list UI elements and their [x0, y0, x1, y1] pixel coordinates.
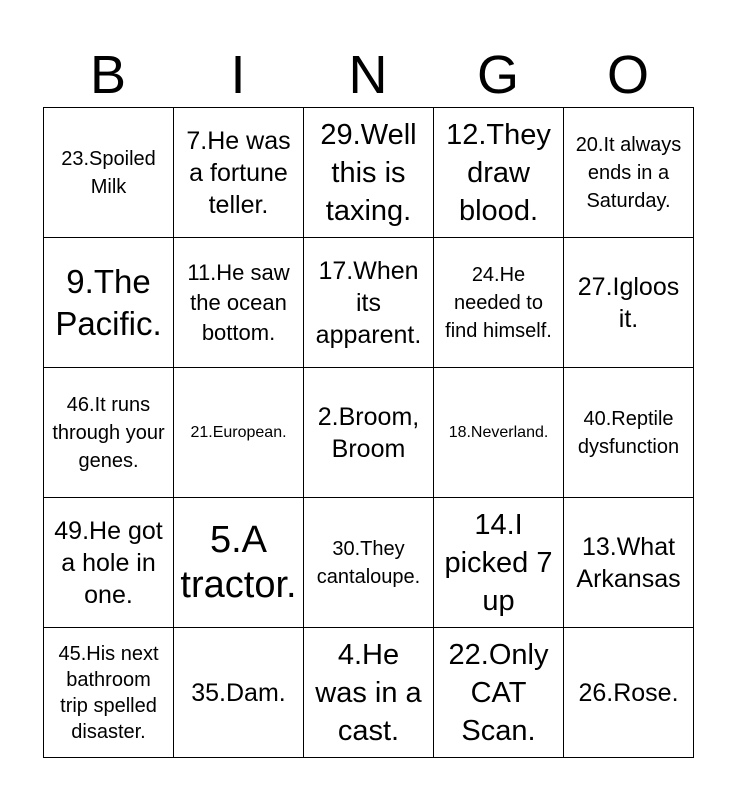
bingo-cell[interactable]	[434, 108, 564, 238]
cell-text: 5.A tractor.	[180, 518, 297, 606]
header-letter-o: O	[606, 45, 649, 105]
board-row	[44, 108, 694, 238]
bingo-cell[interactable]	[44, 238, 174, 368]
bingo-board	[43, 107, 694, 758]
cell-text: 9.The Pacific.	[55, 262, 162, 342]
bingo-cell[interactable]	[174, 498, 304, 628]
cell-text: 45.His next bathroom trip spelled disaster.	[58, 642, 159, 743]
bingo-cell[interactable]	[564, 108, 694, 238]
bingo-cell[interactable]	[304, 238, 434, 368]
cell-text: 18.Neverland.	[448, 423, 549, 441]
cell-text: 49.He got a hole in one.	[54, 516, 163, 609]
header-letter-i: I	[230, 45, 246, 105]
bingo-cell[interactable]	[564, 238, 694, 368]
bingo-cell[interactable]	[304, 498, 434, 628]
cell-text: 30.They cantaloupe.	[316, 537, 421, 588]
cell-text: 2.Broom, Broom	[317, 402, 420, 463]
bingo-cell[interactable]	[304, 368, 434, 498]
cell-text: 23.Spoiled Milk	[61, 147, 156, 198]
bingo-cell[interactable]	[174, 238, 304, 368]
bingo-cell[interactable]	[174, 368, 304, 498]
bingo-cell[interactable]	[434, 368, 564, 498]
header-letter-n: N	[348, 45, 388, 105]
board-row	[44, 238, 694, 368]
cell-text: 27.Igloos it.	[577, 272, 680, 333]
bingo-cell[interactable]	[564, 628, 694, 758]
header-letter-g: G	[476, 45, 519, 105]
board-row	[44, 368, 694, 498]
bingo-cell[interactable]	[434, 498, 564, 628]
cell-text: 20.It always ends in a Saturday.	[575, 133, 682, 212]
cell-text: 26.Rose.	[578, 678, 679, 707]
bingo-cell[interactable]	[174, 628, 304, 758]
bingo-cell[interactable]	[174, 108, 304, 238]
cell-text: 24.He needed to find himself.	[445, 263, 552, 342]
cell-text: 46.It runs through your genes.	[52, 393, 165, 472]
bingo-cell[interactable]	[44, 498, 174, 628]
board-row	[44, 498, 694, 628]
cell-text: 14.I picked 7 up	[444, 508, 553, 617]
bingo-cell[interactable]	[434, 238, 564, 368]
bingo-cell[interactable]	[44, 368, 174, 498]
bingo-cell[interactable]	[564, 498, 694, 628]
cell-text: 7.He was a fortune teller.	[186, 126, 291, 219]
cell-text: 17.When its apparent.	[315, 256, 422, 349]
cell-text: 22.Only CAT Scan.	[448, 638, 549, 747]
cell-text: 12.They draw blood.	[446, 118, 551, 227]
header-letter-b: B	[89, 45, 127, 105]
bingo-cell[interactable]	[434, 628, 564, 758]
bingo-header	[43, 44, 693, 106]
cell-text: 13.What Arkansas	[576, 532, 681, 593]
bingo-cell[interactable]	[304, 628, 434, 758]
bingo-cell[interactable]	[564, 368, 694, 498]
cell-text: 29.Well this is taxing.	[320, 118, 417, 227]
cell-text: 11.He saw the ocean bottom.	[187, 259, 290, 345]
bingo-cell[interactable]	[44, 108, 174, 238]
cell-text: 4.He was in a cast.	[315, 638, 422, 747]
bingo-cell[interactable]	[44, 628, 174, 758]
cell-text: 35.Dam.	[191, 678, 286, 707]
bingo-cell[interactable]	[304, 108, 434, 238]
board-row	[44, 628, 694, 758]
cell-text: 21.European.	[190, 423, 287, 441]
cell-text: 40.Reptile dysfunction	[577, 407, 680, 458]
